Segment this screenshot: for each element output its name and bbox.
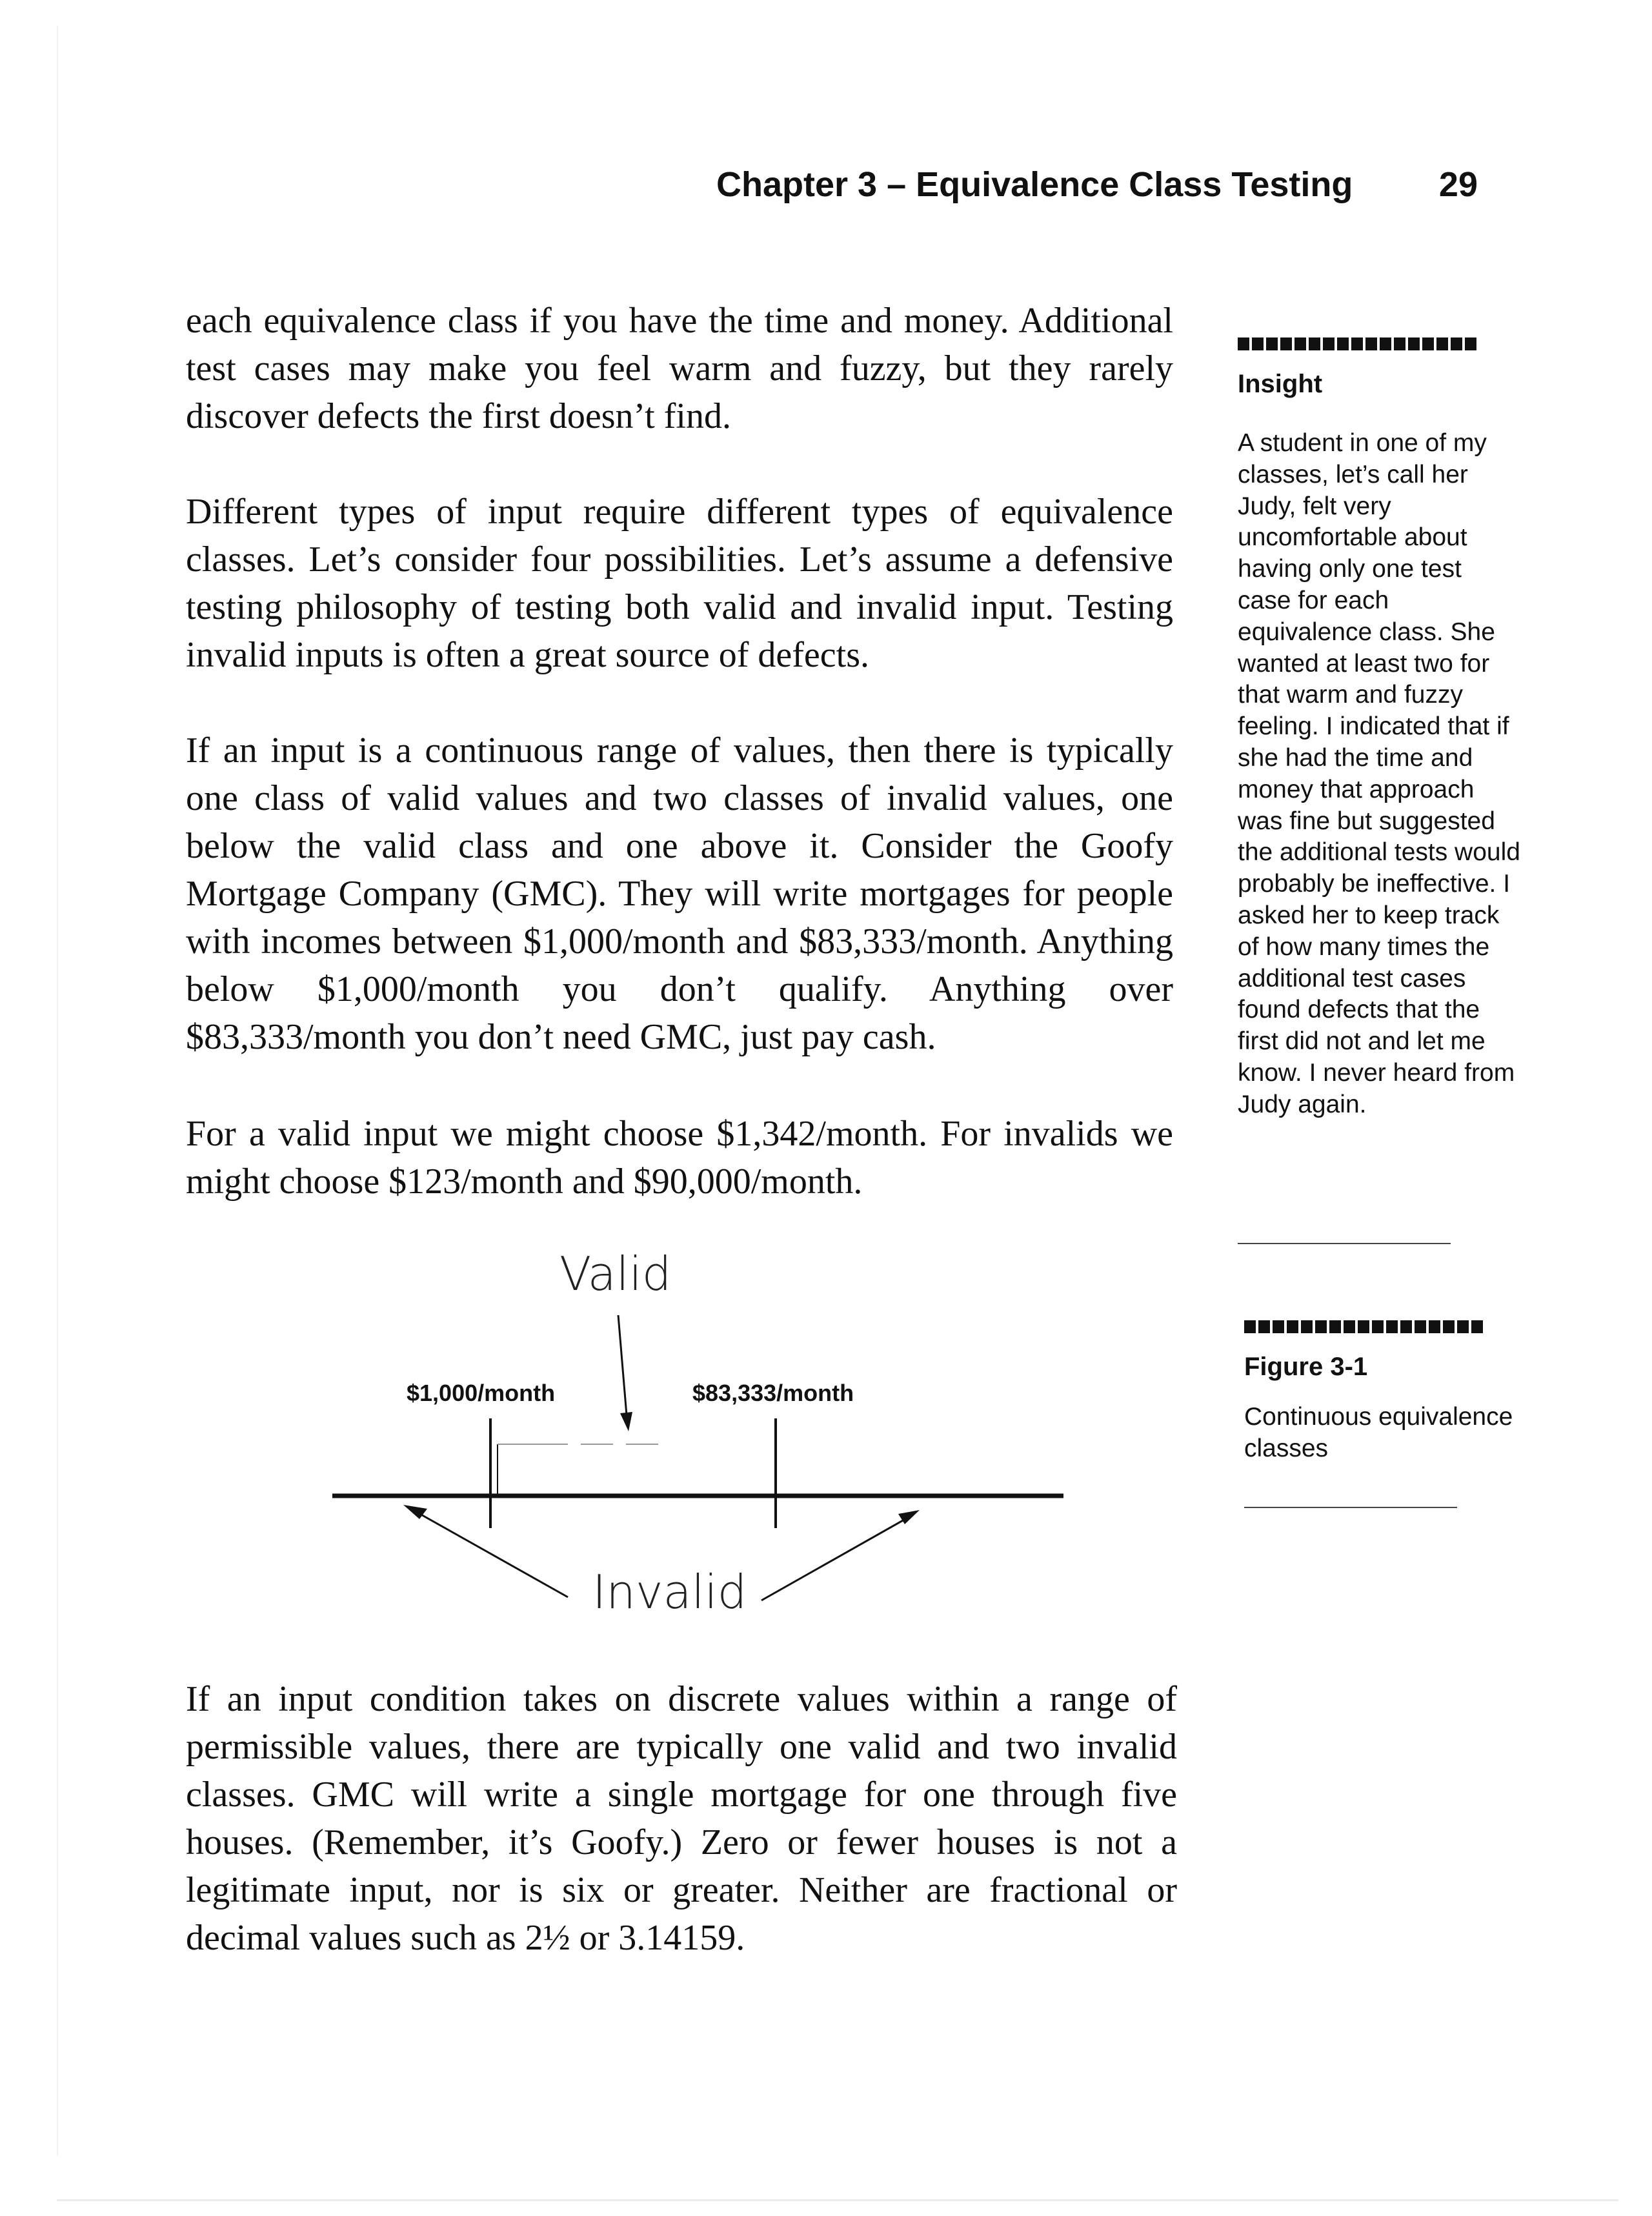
figure-caption-text: Continuous equivalence classes	[1244, 1403, 1513, 1462]
lower-bound-label: $1,000/month	[407, 1380, 556, 1406]
upper-bound-label: $83,333/month	[692, 1380, 854, 1406]
insight-sidebar	[1238, 337, 1522, 1121]
body-paragraph: If an input is a continuous range of values, then there is typically one class of valid values and two classes of invalid values, one below the valid class and one above it. Consider the Goofy Mortgage Company (GMC). They will write mortgages for people with incomes between $1,000/month and $83,333/month. Anything below $1,000/month you don’t qualify. Anything over $83,333/month you don’t need GMC, just pay cash.	[186, 730, 1173, 1057]
figure-caption-sidebar	[1244, 1320, 1528, 1465]
sidebar-thin-rule	[1238, 1243, 1451, 1244]
figure-caption-heading: Figure 3-1	[1244, 1353, 1368, 1381]
insight-text: A student in one of my classes, let’s call her Judy, felt very uncomfortable about having only one test case for each equivalence class. She wanted at least two for that warm and fuzzy feeling. I indicated that if she had the time and money that approach was fine but suggested the additional tests would probably be ineffective. I asked her to keep track of how many times the additional test cases found defects that the first did not and let me know. I never heard from Judy again.	[1238, 429, 1520, 1118]
body-paragraph: Different types of input require different types of equivalence classes. Let’s consider four possibilities. Let’s assume a defensive testing philosophy of testing both valid and invalid input. Testing invalid inputs is often a great source of defects.	[186, 492, 1173, 675]
body-paragraph: each equivalence class if you have the time and money. Additional test cases may make you feel warm and fuzzy, but they rarely discover defects the first doesn’t find.	[186, 301, 1173, 436]
scan-edge	[57, 2199, 1618, 2201]
sidebar-thick-rule	[1244, 1320, 1483, 1333]
chapter-title: Chapter 3 – Equivalence Class Testing	[716, 165, 1353, 204]
continuous-equivalence-figure	[310, 1239, 1084, 1639]
body-paragraph: If an input condition takes on discrete values within a range of permissible values, there are typically one valid and two invalid classes. GMC will write a single mortgage for one through five houses. (Remember, it’s Goofy.) Zero or fewer houses is not a legitimate input, nor is six or greater. Neither are fractional or decimal values such as 2½ or 3.14159.	[186, 1679, 1177, 1958]
invalid-arrow-right-shaft	[761, 1516, 910, 1600]
valid-label: Valid	[559, 1247, 672, 1301]
insight-heading: Insight	[1238, 370, 1323, 398]
sidebar-thick-rule	[1238, 337, 1476, 350]
sidebar-thin-rule	[1244, 1507, 1457, 1508]
invalid-label: Invalid	[592, 1565, 747, 1619]
valid-arrowhead	[620, 1412, 632, 1431]
page-number: 29	[1438, 165, 1478, 204]
scan-edge	[57, 26, 58, 2155]
body-paragraph: For a valid input we might choose $1,342/month. For invalids we might choose $123/month and $90,000/month.	[186, 1114, 1173, 1202]
valid-arrow-shaft	[618, 1315, 627, 1423]
running-head	[645, 165, 1478, 216]
